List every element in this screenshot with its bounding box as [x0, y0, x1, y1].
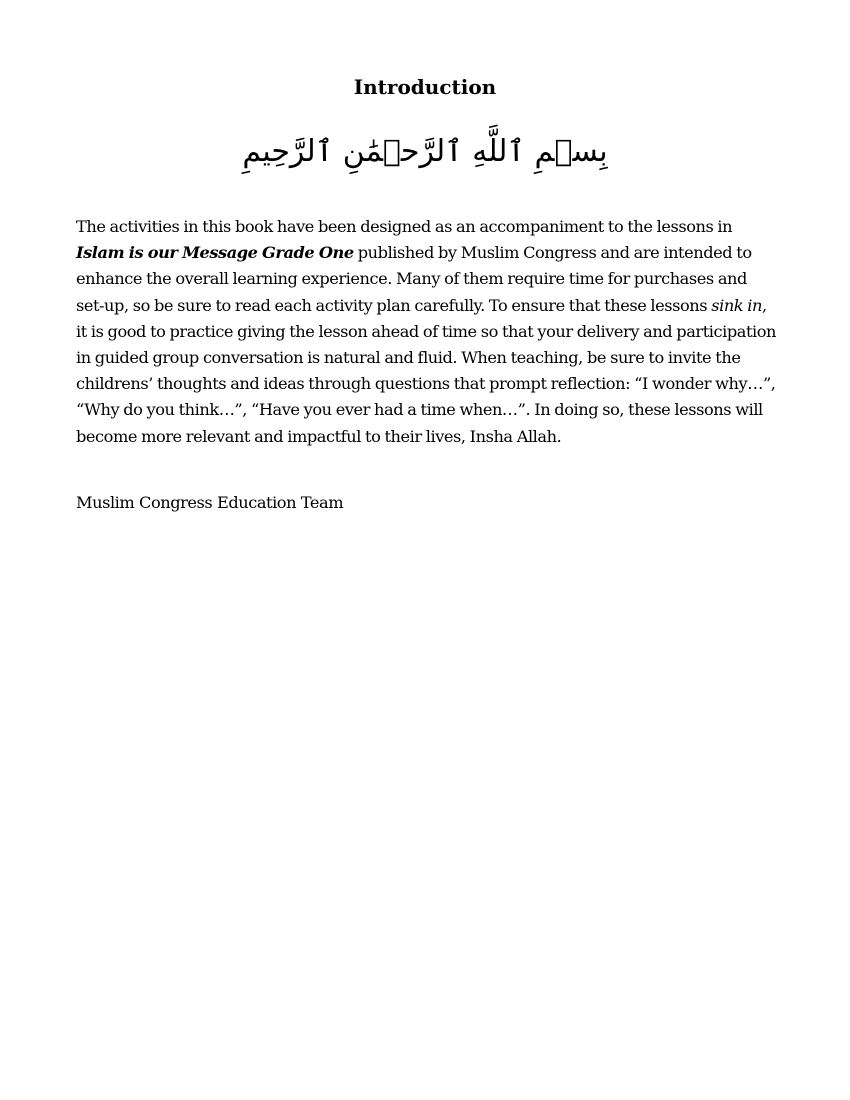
intro-text-part-3: , it is good to practice giving the lesson ahead of time so that your delivery and participation in guided group conversation is natural and fluid. When teaching, be sure to invite the childrens’ thoughts and ideas through questions that prompt reflection: “I wonder why…”, “Why do you think…”, “Have you ever had a time when…”. In doing so, these lessons will become more relevant and impactful to their lives, Insha Allah. [76, 295, 777, 446]
basmala-calligraphy: بِسۡمِ ٱللَّهِ ٱلرَّحۡمَٰنِ ٱلرَّحِيمِ [242, 134, 608, 169]
intro-paragraph [76, 214, 776, 450]
emphasized-phrase: sink in [711, 295, 762, 315]
intro-text-part-2: published by Muslim Congress and are intended to enhance the overall learning experience. Many of them require time for purchases and set-up, so be sure to read each activity plan carefully. To ensure that these lessons [76, 243, 752, 315]
book-title: Islam is our Message Grade One [76, 243, 354, 263]
signature-line: Muslim Congress Education Team [76, 493, 344, 512]
page-title: Introduction [353, 75, 497, 99]
intro-text-part-1: The activities in this book have been designed as an accompaniment to the lessons in [76, 217, 733, 236]
